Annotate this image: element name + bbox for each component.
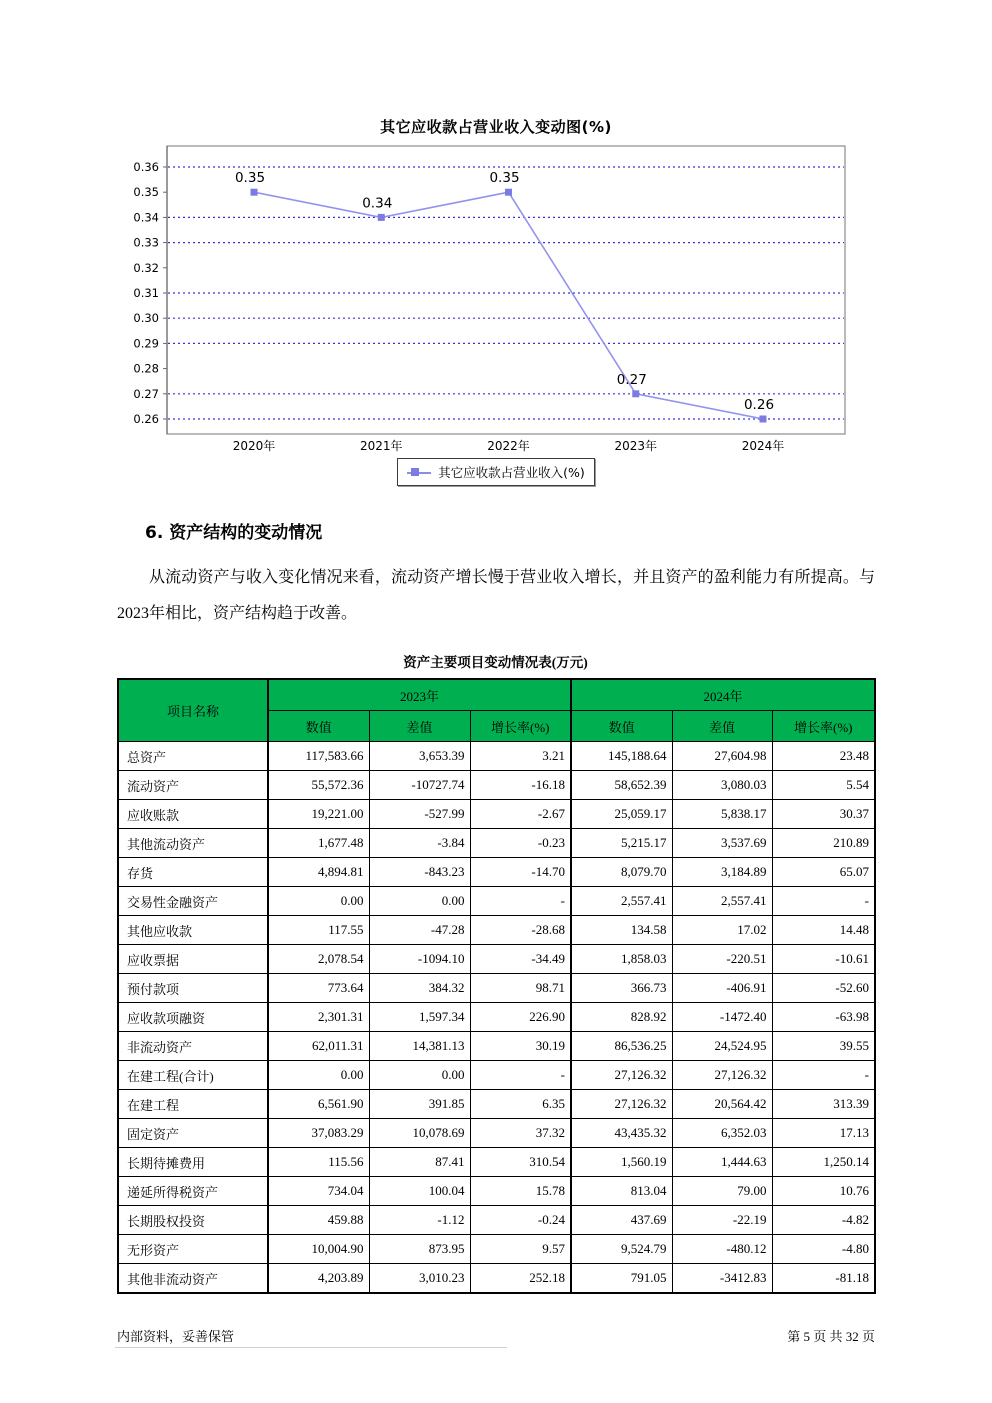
cell-value: 1,858.03 — [571, 945, 672, 974]
cell-value: 27,604.98 — [672, 742, 772, 771]
table-row — [118, 1206, 875, 1235]
cell-value: 1,597.34 — [369, 1003, 470, 1032]
table-row — [118, 1032, 875, 1061]
cell-value: 3,010.23 — [369, 1264, 470, 1294]
cell-value: 1,250.14 — [772, 1148, 875, 1177]
row-item-name: 固定资产 — [118, 1119, 268, 1148]
cell-value: 873.95 — [369, 1235, 470, 1264]
table-row — [118, 945, 875, 974]
cell-value: 39.55 — [772, 1032, 875, 1061]
cell-value: -0.24 — [470, 1206, 571, 1235]
data-point — [505, 189, 512, 196]
col-group-header-year: 2024年 — [571, 679, 875, 711]
cell-value: 10,078.69 — [369, 1119, 470, 1148]
cell-value: -843.23 — [369, 858, 470, 887]
line-chart — [117, 142, 874, 456]
cell-value: 0.00 — [369, 887, 470, 916]
col-subheader: 数值 — [571, 711, 672, 742]
page-footer — [117, 1326, 875, 1345]
table-row — [118, 800, 875, 829]
cell-value: 2,557.41 — [672, 887, 772, 916]
cell-value: -1472.40 — [672, 1003, 772, 1032]
cell-value: 79.00 — [672, 1177, 772, 1206]
cell-value: -16.18 — [470, 771, 571, 800]
cell-value: 27,126.32 — [571, 1090, 672, 1119]
data-point — [378, 214, 385, 221]
cell-value: -52.60 — [772, 974, 875, 1003]
data-point-label: 0.34 — [362, 195, 393, 212]
cell-value: -28.68 — [470, 916, 571, 945]
cell-value: 98.71 — [470, 974, 571, 1003]
col-subheader: 增长率(%) — [772, 711, 875, 742]
table-row — [118, 1119, 875, 1148]
cell-value: 366.73 — [571, 974, 672, 1003]
cell-value: 791.05 — [571, 1264, 672, 1294]
table-row — [118, 916, 875, 945]
cell-value: 14,381.13 — [369, 1032, 470, 1061]
data-point — [632, 390, 639, 397]
cell-value: 4,894.81 — [268, 858, 369, 887]
x-tick-label: 2020年 — [232, 439, 276, 453]
cell-value: 117.55 — [268, 916, 369, 945]
cell-value: 1,444.63 — [672, 1148, 772, 1177]
cell-value: 145,188.64 — [571, 742, 672, 771]
chart-section — [117, 116, 875, 486]
data-point-label: 0.26 — [743, 397, 775, 413]
cell-value: 1,560.19 — [571, 1148, 672, 1177]
cell-value: -14.70 — [470, 858, 571, 887]
table-row — [118, 1061, 875, 1090]
y-tick-label: 0.32 — [133, 260, 159, 275]
cell-value: 43,435.32 — [571, 1119, 672, 1148]
y-tick-label: 0.33 — [133, 235, 159, 250]
cell-value: -47.28 — [369, 916, 470, 945]
cell-value: 773.64 — [268, 974, 369, 1003]
line-series-marker-icon — [407, 468, 431, 477]
cell-value: 6,561.90 — [268, 1090, 369, 1119]
table-row — [118, 887, 875, 916]
data-point-label: 0.35 — [489, 170, 520, 187]
data-point — [760, 416, 767, 423]
y-tick-label: 0.27 — [133, 386, 159, 401]
col-subheader: 增长率(%) — [470, 711, 571, 742]
cell-value: 86,536.25 — [571, 1032, 672, 1061]
cell-value: 3.21 — [470, 742, 571, 771]
table-row — [118, 858, 875, 887]
cell-value: 828.92 — [571, 1003, 672, 1032]
cell-value: - — [470, 887, 571, 916]
row-item-name: 应收账款 — [118, 800, 268, 829]
cell-value: 65.07 — [772, 858, 875, 887]
cell-value: 20,564.42 — [672, 1090, 772, 1119]
row-item-name: 非流动资产 — [118, 1032, 268, 1061]
cell-value: -81.18 — [772, 1264, 875, 1294]
row-item-name: 总资产 — [118, 742, 268, 771]
cell-value: -63.98 — [772, 1003, 875, 1032]
table-row — [118, 1090, 875, 1119]
y-tick-label: 0.30 — [133, 311, 159, 326]
row-item-name: 其他流动资产 — [118, 829, 268, 858]
cell-value: 5,838.17 — [672, 800, 772, 829]
cell-value: -406.91 — [672, 974, 772, 1003]
cell-value: 384.32 — [369, 974, 470, 1003]
data-point-label: 0.35 — [234, 170, 266, 187]
table-row — [118, 1177, 875, 1206]
cell-value: 115.56 — [268, 1148, 369, 1177]
table-row — [118, 1148, 875, 1177]
cell-value: 30.37 — [772, 800, 875, 829]
cell-value: 17.13 — [772, 1119, 875, 1148]
row-item-name: 预付款项 — [118, 974, 268, 1003]
row-item-name: 应收款项融资 — [118, 1003, 268, 1032]
y-tick-label: 0.31 — [133, 286, 159, 300]
cell-value: 0.00 — [369, 1061, 470, 1090]
y-tick-label: 0.29 — [133, 336, 159, 351]
table-section — [117, 651, 874, 1294]
cell-value: 5,215.17 — [571, 829, 672, 858]
row-item-name: 在建工程 — [118, 1090, 268, 1119]
cell-value: 8,079.70 — [571, 858, 672, 887]
cell-value: -2.67 — [470, 800, 571, 829]
cell-value: -10.61 — [772, 945, 875, 974]
cell-value: -3.84 — [369, 829, 470, 858]
cell-value: 19,221.00 — [268, 800, 369, 829]
data-point-label: 0.27 — [616, 371, 647, 388]
cell-value: 134.58 — [571, 916, 672, 945]
cell-value: 23.48 — [772, 742, 875, 771]
cell-value: 391.85 — [369, 1090, 470, 1119]
y-tick-label: 0.35 — [133, 185, 159, 200]
row-item-name: 应收票据 — [118, 945, 268, 974]
cell-value: -4.82 — [772, 1206, 875, 1235]
cell-value: 3,537.69 — [672, 829, 772, 858]
cell-value: -22.19 — [672, 1206, 772, 1235]
cell-value: 5.54 — [772, 771, 875, 800]
cell-value: 58,652.39 — [571, 771, 672, 800]
table-row — [118, 829, 875, 858]
cell-value: 0.00 — [268, 887, 369, 916]
cell-value: 313.39 — [772, 1090, 875, 1119]
cell-value: - — [772, 887, 875, 916]
cell-value: 17.02 — [672, 916, 772, 945]
cell-value: 1,677.48 — [268, 829, 369, 858]
cell-value: 2,557.41 — [571, 887, 672, 916]
row-item-name: 其他非流动资产 — [118, 1264, 268, 1294]
cell-value: 437.69 — [571, 1206, 672, 1235]
cell-value: 25,059.17 — [571, 800, 672, 829]
cell-value: -4.80 — [772, 1235, 875, 1264]
table-title: 资产主要项目变动情况表(万元) — [403, 655, 588, 670]
cell-value: 3,080.03 — [672, 771, 772, 800]
cell-value: -220.51 — [672, 945, 772, 974]
cell-value: 813.04 — [571, 1177, 672, 1206]
x-tick-label: 2024年 — [741, 439, 785, 453]
cell-value: -3412.83 — [672, 1264, 772, 1294]
cell-value: 4,203.89 — [268, 1264, 369, 1294]
cell-value: 27,126.32 — [571, 1061, 672, 1090]
cell-value: 100.04 — [369, 1177, 470, 1206]
cell-value: 24,524.95 — [672, 1032, 772, 1061]
cell-value: 62,011.31 — [268, 1032, 369, 1061]
data-point — [251, 189, 258, 196]
cell-value: 226.90 — [470, 1003, 571, 1032]
y-tick-label: 0.26 — [133, 412, 159, 426]
cell-value: -1094.10 — [369, 945, 470, 974]
cell-value: -10727.74 — [369, 771, 470, 800]
cell-value: 6.35 — [470, 1090, 571, 1119]
cell-value: - — [772, 1061, 875, 1090]
table-row — [118, 1003, 875, 1032]
cell-value: 37,083.29 — [268, 1119, 369, 1148]
data-line — [254, 192, 763, 419]
cell-value: 10.76 — [772, 1177, 875, 1206]
x-tick-label: 2023年 — [614, 439, 658, 453]
row-item-name: 递延所得税资产 — [118, 1177, 268, 1206]
table-row — [118, 1235, 875, 1264]
row-item-name: 无形资产 — [118, 1235, 268, 1264]
col-group-header-year: 2023年 — [268, 679, 571, 711]
cell-value: 27,126.32 — [672, 1061, 772, 1090]
table-row — [118, 974, 875, 1003]
cell-value: -0.23 — [470, 829, 571, 858]
cell-value: 3,184.89 — [672, 858, 772, 887]
cell-value: 6,352.03 — [672, 1119, 772, 1148]
cell-value: 459.88 — [268, 1206, 369, 1235]
cell-value: 117,583.66 — [268, 742, 369, 771]
row-item-name: 长期待摊费用 — [118, 1148, 268, 1177]
cell-value: 0.00 — [268, 1061, 369, 1090]
body-paragraph: 从流动资产与收入变化情况来看，流动资产增长慢于营业收入增长，并且资产的盈利能力有所提高。与2023年相比，资产结构趋于改善。 — [117, 569, 875, 622]
col-subheader: 数值 — [268, 711, 369, 742]
table-row — [118, 742, 875, 771]
cell-value: 2,301.31 — [268, 1003, 369, 1032]
cell-value: -34.49 — [470, 945, 571, 974]
cell-value: -1.12 — [369, 1206, 470, 1235]
cell-value: 14.48 — [772, 916, 875, 945]
cell-value: -480.12 — [672, 1235, 772, 1264]
row-item-name: 存货 — [118, 858, 268, 887]
cell-value: 15.78 — [470, 1177, 571, 1206]
footer-page-number: 第 5 页 共 32 页 — [787, 1329, 875, 1344]
cell-value: 30.19 — [470, 1032, 571, 1061]
footer-confidential-note: 内部资料，妥善保管 — [117, 1329, 235, 1344]
cell-value: 55,572.36 — [268, 771, 369, 800]
cell-value: 2,078.54 — [268, 945, 369, 974]
legend-label: 其它应收款占营业收入(%) — [438, 465, 585, 480]
footer-underline — [115, 1347, 507, 1348]
cell-value: 3,653.39 — [369, 742, 470, 771]
cell-value: 310.54 — [470, 1148, 571, 1177]
cell-value: 10,004.90 — [268, 1235, 369, 1264]
y-tick-label: 0.28 — [133, 361, 159, 376]
section-heading: 6. 资产结构的变动情况 — [145, 523, 323, 543]
cell-value: 87.41 — [369, 1148, 470, 1177]
row-item-name: 在建工程(合计) — [118, 1061, 268, 1090]
row-item-name: 长期股权投资 — [118, 1206, 268, 1235]
cell-value: -527.99 — [369, 800, 470, 829]
col-subheader: 差值 — [672, 711, 772, 742]
row-item-name: 流动资产 — [118, 771, 268, 800]
cell-value: 252.18 — [470, 1264, 571, 1294]
chart-title: 其它应收款占营业收入变动图(%) — [380, 118, 612, 136]
col-header-item-name: 项目名称 — [118, 679, 268, 742]
table-row — [118, 771, 875, 800]
x-tick-label: 2022年 — [487, 439, 530, 453]
cell-value: 210.89 — [772, 829, 875, 858]
table-row — [118, 1264, 875, 1294]
cell-value: 9,524.79 — [571, 1235, 672, 1264]
col-subheader: 差值 — [369, 711, 470, 742]
x-tick-label: 2021年 — [359, 439, 403, 453]
chart-legend — [397, 458, 595, 486]
row-item-name: 其他应收款 — [118, 916, 268, 945]
cell-value: 734.04 — [268, 1177, 369, 1206]
y-tick-label: 0.36 — [133, 160, 159, 174]
cell-value: - — [470, 1061, 571, 1090]
y-tick-label: 0.34 — [133, 210, 159, 225]
cell-value: 37.32 — [470, 1119, 571, 1148]
asset-change-table — [117, 678, 876, 1294]
cell-value: 9.57 — [470, 1235, 571, 1264]
row-item-name: 交易性金融资产 — [118, 887, 268, 916]
